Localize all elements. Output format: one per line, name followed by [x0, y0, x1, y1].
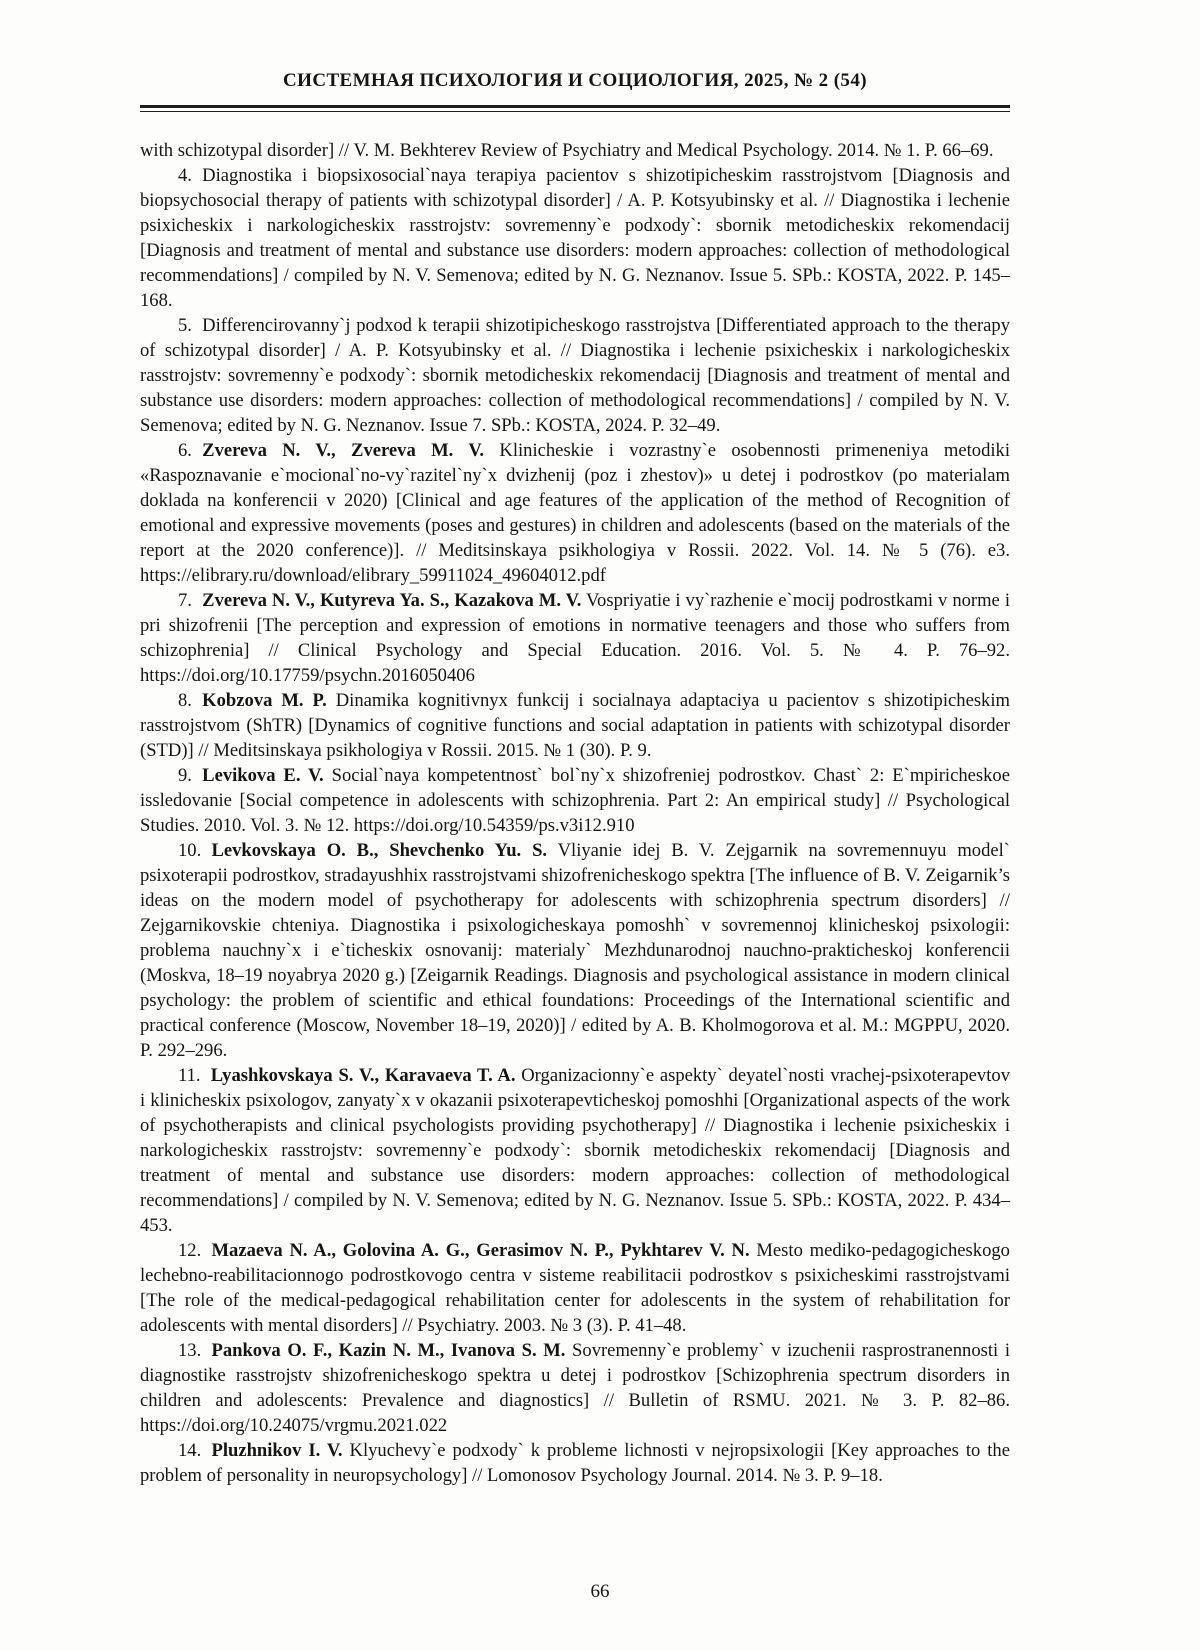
reference-number: 8. — [178, 690, 192, 711]
reference-text: Vospriyatie i vy`razhenie e`mocij podrostkami v norme i pri shizofrenii [The perception and expression of emotions in normative teenagers and those who suffers from schizophrenia] // Clinical Psychology and Special Education. 2016. Vol. 5. № 4. P. 76–92. https://doi.org/10.17759/psychn.2016050406 — [140, 590, 1010, 686]
reference-number: 11. — [178, 1065, 201, 1086]
journal-header-title: СИСТЕМНАЯ ПСИХОЛОГИЯ И СОЦИОЛОГИЯ, 2025, № 2 (54) — [283, 70, 867, 91]
reference-continuation — [140, 138, 1010, 163]
reference-text: Vliyanie idej B. V. Zejgarnik na sovremennuyu model` psixoterapii podrostkov, stradayushhix rasstrojstvami shizofrenicheskogo spektra [The influence of B. V. Zeigarnik’s ideas on the modern model of psychotherapy for adolescents with schizophrenia spectrum disorders] // Zejgarnikovskie chteniya. Diagnostika i psixologicheskaya pomoshh` v sovremennoj klinicheskoj psixologii: problema nauchny`x i e`ticheskix osnovanij: materialy` Mezhdunarodnoj nauchno-prakticheskoj konferencii (Moskva, 18–19 noyabrya 2020 g.) [Zeigarnik Readings. Diagnosis and psychological assistance in modern clinical psychology: the problem of scientific and ethical foundations: Proceedings of the International scientific and practical conference (Moscow, November 18–19, 2020)] / edited by A. B. Kholmogorova et al. M.: MGPPU, 2020. P. 292–296. — [140, 840, 1010, 1061]
reference-text: Klyuchevy`e podxody` k probleme lichnosti v nejropsixologii [Key approaches to the problem of personality in neuropsychology] // Lomonosov Psychology Journal. 2014. № 3. P. 9–18. — [140, 1440, 1010, 1486]
reference-authors: Zvereva N. V., Zvereva M. V. — [202, 440, 485, 461]
reference-number: 4. — [178, 165, 192, 186]
reference-item-8 — [140, 688, 1010, 763]
reference-number: 6. — [178, 440, 192, 461]
reference-item-14 — [140, 1438, 1010, 1488]
reference-item-11 — [140, 1063, 1010, 1238]
reference-item-12 — [140, 1238, 1010, 1338]
reference-authors: Zvereva N. V., Kutyreva Ya. S., Kazakova M. V. — [202, 590, 582, 611]
page-number: 66 — [590, 1581, 610, 1602]
reference-text: Sovremenny`e problemy` v izuchenii rasprostranennosti i diagnostike rasstrojstv shizofrenicheskogo spektra u detej i podrostkov [Schizophrenia spectrum disorders in children and adolescents: Prevalence and diagnostics] // Bulletin of RSMU. 2021. № 3. P. 82–86. https://doi.org/10.24075/vrgmu.2021.022 — [140, 1340, 1010, 1436]
page-content — [140, 70, 1010, 1488]
reference-item-9 — [140, 763, 1010, 838]
reference-list — [140, 138, 1010, 1488]
reference-number: 7. — [178, 590, 192, 611]
reference-item-4 — [140, 163, 1010, 313]
reference-number: 5. — [178, 315, 192, 336]
reference-text: Klinicheskie i vozrastny`e osobennosti primeneniya metodiki «Raspoznavanie e`mocional`no-vy`razitel`ny`x dvizhenij (poz i zhestov)» u detej i podrostkov (po materialam doklada na konferencii v 2020) [Clinical and age features of the application of the method of Recognition of emotional and expressive movements (poses and gestures) in children and adolescents (based on the materials of the report at the 2020 conference)]. // Meditsinskaya psikhologiya v Rossii. 2022. Vol. 14. № 5 (76). e3. https://elibrary.ru/download/elibrary_59911024_49604012.pdf — [140, 440, 1010, 586]
reference-number: 13. — [178, 1340, 202, 1361]
reference-text: Differencirovanny`j podxod k terapii shizotipicheskogo rasstrojstva [Differentiated approach to the therapy of schizotypal disorder] / A. P. Kotsyubinsky et al. // Diagnostika i lechenie psixicheskix i narkologicheskix rasstrojstv: sovremenny`e podxody`: sbornik metodicheskix rekomendacij [Diagnosis and treatment of mental and substance use disorders: modern approaches: collection of methodological recommendations] / compiled by N. V. Semenova; edited by N. G. Neznanov. Issue 7. SPb.: KOSTA, 2024. P. 32–49. — [140, 315, 1010, 436]
reference-authors: Levkovskaya O. B., Shevchenko Yu. S. — [211, 840, 548, 861]
reference-authors: Pankova O. F., Kazin N. M., Ivanova S. M. — [211, 1340, 566, 1361]
reference-authors: Pluzhnikov I. V. — [211, 1440, 343, 1461]
reference-text: Organizacionny`e aspekty` deyatel`nosti vrachej-psixoterapevtov i klinicheskix psixologov, zanyaty`x v okazanii psixoterapevticheskoj pomoshhi [Organizational aspects of the work of psychotherapists and clinical psychologists providing psychotherapy] // Diagnostika i lechenie psixicheskix i narkologicheskix rasstrojstv: sovremenny`e podxody`: sbornik metodicheskix rekomendacij [Diagnosis and treatment of mental and substance use disorders: modern approaches: collection of methodological recommendations] / compiled by N. V. Semenova; edited by N. G. Neznanov. Issue 5. SPb.: KOSTA, 2022. P. 434–453. — [140, 1065, 1010, 1236]
reference-authors: Mazaeva N. A., Golovina A. G., Gerasimov N. P., Pykhtarev V. N. — [211, 1240, 750, 1261]
reference-number: 10. — [178, 840, 202, 861]
reference-number: 14. — [178, 1440, 202, 1461]
reference-text: Mesto mediko-pedagogicheskogo lechebno-reabilitacionnogo podrostkovogo centra v sisteme reabilitacii podrostkov s psixicheskimi rasstrojstvami [The role of the medical-pedagogical rehabilitation center for adolescents in the system of rehabilitation for adolescents with mental disorders] // Psychiatry. 2003. № 3 (3). P. 41–48. — [140, 1240, 1010, 1336]
reference-text: Diagnostika i biopsixosocial`naya terapiya pacientov s shizotipicheskim rasstrojstvom [Diagnosis and biopsychosocial therapy of patients with schizotypal disorder] / A. P. Kotsyubinsky et al. // Diagnostika i lechenie psixicheskix i narkologicheskix rasstrojstv: sovremenny`e podxody`: sbornik metodicheskix rekomendacij [Diagnosis and treatment of mental and substance use disorders: modern approaches: collection of methodological recommendations] / compiled by N. V. Semenova; edited by N. G. Neznanov. Issue 5. SPb.: KOSTA, 2022. P. 145–168. — [140, 165, 1010, 311]
reference-item-6 — [140, 438, 1010, 588]
reference-text: with schizotypal disorder] // V. M. Bekhterev Review of Psychiatry and Medical Psychology. 2014. № 1. P. 66–69. — [140, 140, 994, 161]
header-double-rule — [140, 105, 1010, 112]
reference-authors: Levikova E. V. — [202, 765, 324, 786]
reference-item-7 — [140, 588, 1010, 688]
reference-number: 9. — [178, 765, 192, 786]
reference-item-5 — [140, 313, 1010, 438]
reference-text: Dinamika kognitivnyx funkcij i socialnaya adaptaciya u pacientov s shizotipicheskim rasstrojstvom (ShTR) [Dynamics of cognitive functions and social adaptation in patients with schizotypal disorder (STD)] // Meditsinskaya psikhologiya v Rossii. 2015. № 1 (30). P. 9. — [140, 690, 1010, 761]
reference-authors: Kobzova M. P. — [202, 690, 327, 711]
reference-item-13 — [140, 1338, 1010, 1438]
reference-item-10 — [140, 838, 1010, 1063]
reference-text: Social`naya kompetentnost` bol`ny`x shizofreniej podrostkov. Chast` 2: E`mpiricheskoe issledovanie [Social competence in adolescents with schizophrenia. Part 2: An empirical study] // Psychological Studies. 2010. Vol. 3. № 12. https://doi.org/10.54359/ps.v3i12.910 — [140, 765, 1010, 836]
reference-authors: Lyashkovskaya S. V., Karavaeva T. A. — [210, 1065, 516, 1086]
reference-number: 12. — [178, 1240, 202, 1261]
